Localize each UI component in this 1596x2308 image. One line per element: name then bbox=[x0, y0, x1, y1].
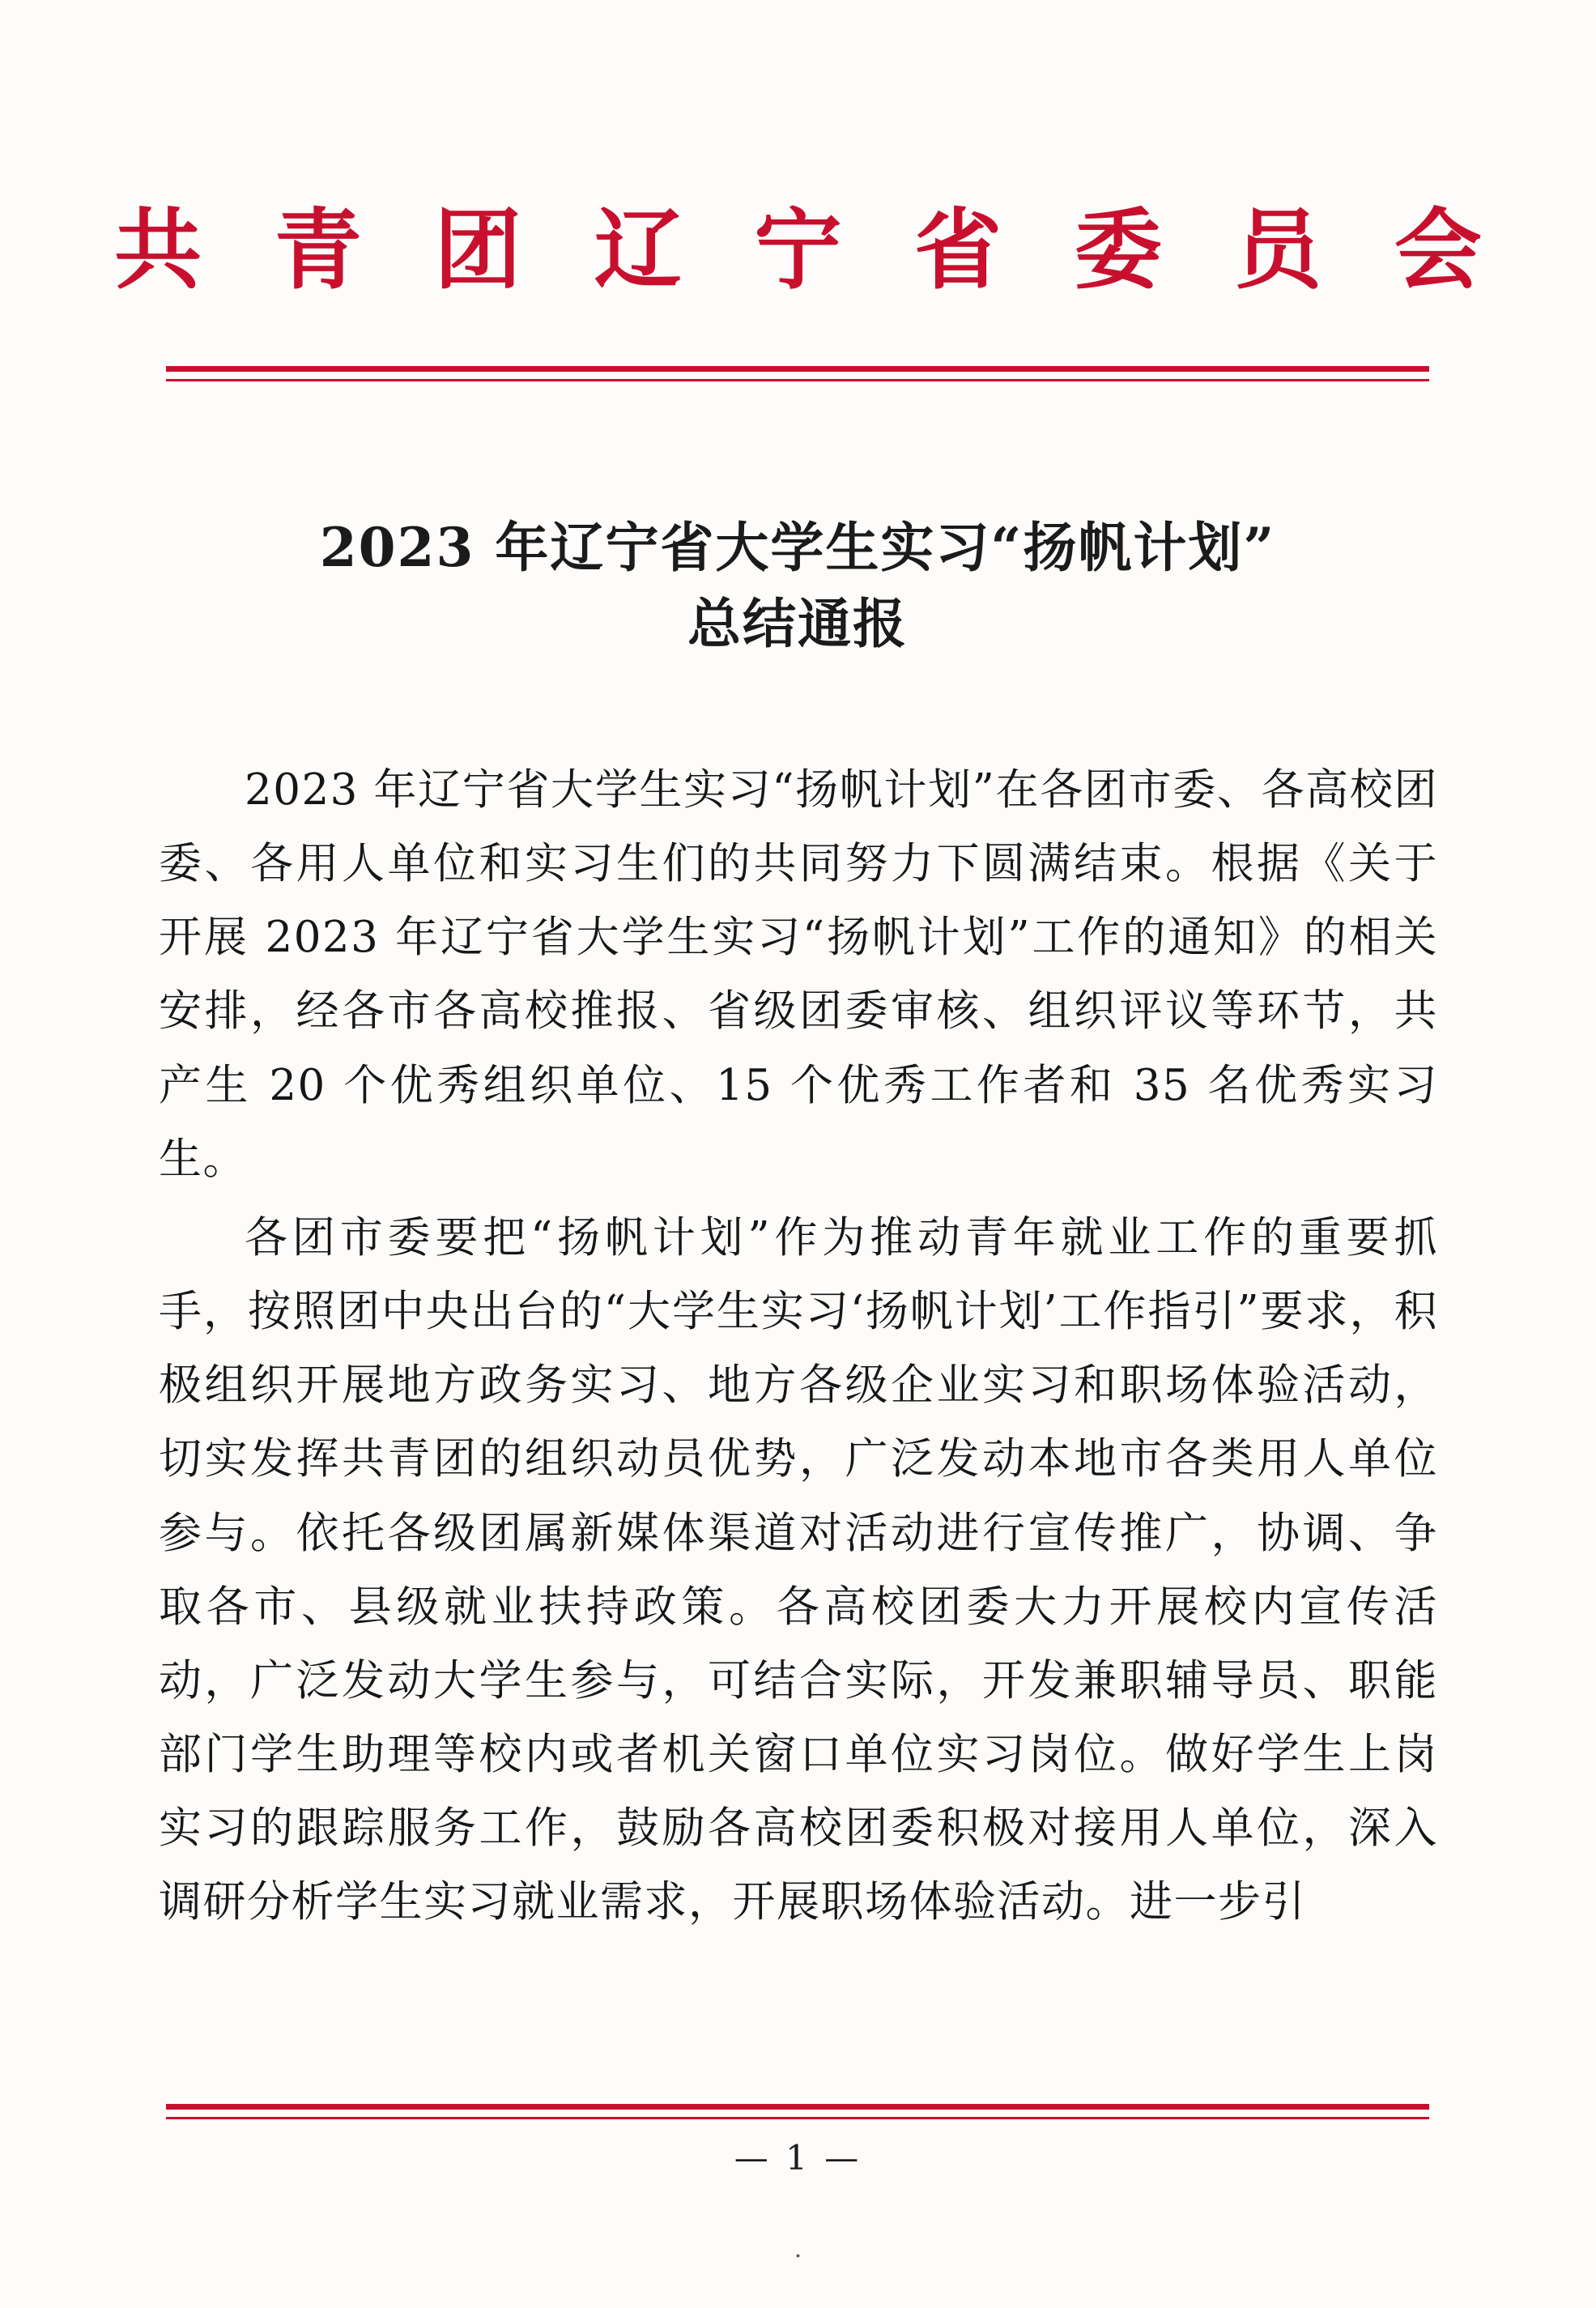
footer-rule-thin bbox=[166, 2117, 1429, 2119]
header-rule-thick bbox=[166, 366, 1429, 372]
page-number: — 1 — bbox=[734, 2138, 862, 2178]
doc-title-line-2: 总结通报 bbox=[687, 591, 908, 655]
footer-divider bbox=[166, 2104, 1429, 2119]
header-rule-gap bbox=[166, 372, 1429, 379]
body-paragraph: 2023 年辽宁省大学生实习“扬帆计划”在各团市委、各高校团委、各用人单位和实习生们的共同努力下圆满结束。根据《关于开展 2023 年辽宁省大学生实习“扬帆计划”工作的通知》的相关安排，经各市各高校推报、省级团委审核、组织评议等环节，共产生 20 个优秀组织单位、15 个优秀工作者和 35 名优秀实习生。 bbox=[159, 765, 1438, 1184]
body-paragraph: 各团市委要把“扬帆计划”作为推动青年就业工作的重要抓手，按照团中央出台的“大学生实习‘扬帆计划’工作指引”要求，积极组织开展地方政务实习、地方各级企业实习和职场体验活动，切实发挥共青团的组织动员优势，广泛发动本地市各类用人单位参与。依托各级团属新媒体渠道对活动进行宣传推广，协调、争取各市、县级就业扶持政策。各高校团委大力开展校内宣传活动，广泛发动大学生参与，可结合实际，开发兼职辅导员、职能部门学生助理等校内或者机关窗口单位实习岗位。做好学生上岗实习的跟踪服务工作，鼓励各高校团委积极对接用人单位，深入调研分析学生实习就业需求，开展职场体验活动。进一步引 bbox=[159, 1212, 1438, 1927]
header-rule-thin bbox=[166, 379, 1429, 381]
footer-rule-gap bbox=[166, 2110, 1429, 2117]
doc-title-line-1: 2023 年辽宁省大学生实习“扬帆计划” bbox=[319, 516, 1276, 579]
bottom-mark: . bbox=[794, 2235, 802, 2263]
footer-rule-thick bbox=[166, 2104, 1429, 2110]
page-title bbox=[223, 510, 1373, 662]
document-body bbox=[159, 753, 1438, 1944]
letterhead-organization: 共 青 团 辽 宁 省 委 员 会 bbox=[114, 199, 1503, 301]
header-divider bbox=[166, 366, 1429, 381]
letterhead bbox=[0, 199, 1596, 301]
